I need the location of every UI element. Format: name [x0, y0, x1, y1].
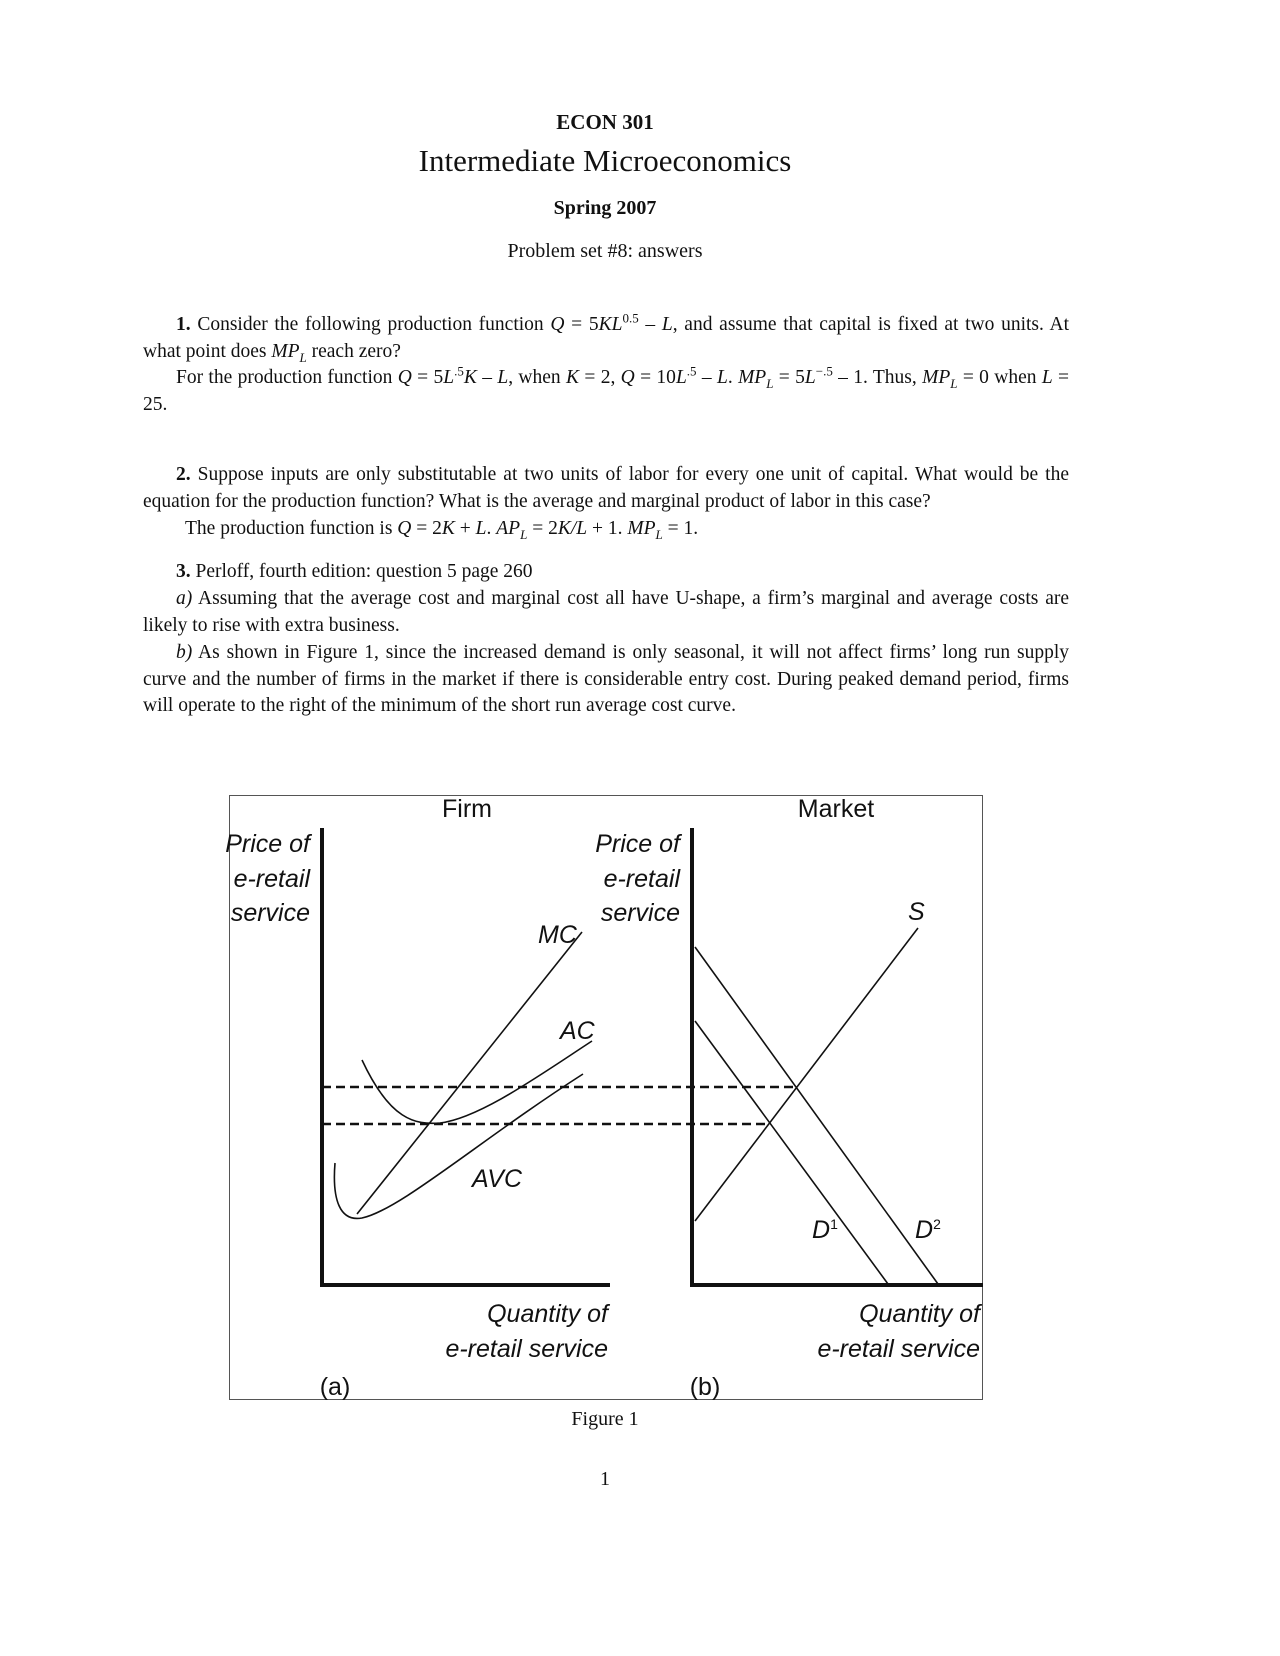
text-segment: .5: [686, 363, 697, 379]
text-segment: MP: [738, 367, 767, 388]
text-segment: K: [463, 367, 477, 388]
text-segment: = 25.: [143, 367, 1070, 415]
panel-a-title: Firm: [442, 795, 492, 823]
text-segment: KL: [598, 314, 623, 335]
panel-b-x-label-1: Quantity of: [859, 1300, 980, 1328]
d1-label: $D^1$: [812, 1216, 838, 1244]
text-segment: Q: [550, 314, 565, 335]
text-segment: Suppose inputs are only substitutable at two units of labor for every one unit of capital. What would be the equation for the production function? What is the average and marginal product of labor in this case?: [143, 464, 1069, 512]
text-segment: L: [950, 375, 958, 391]
text-segment: – 1. Thus,: [832, 367, 923, 388]
text-segment: 2.: [176, 464, 191, 485]
text-segment: As shown in Figure 1, since the increased demand is only seasonal, it will not affect firms’ long run supply curve and the number of firms in the market if there is considerable entry cost. During peaked demand period, firms will operate to the right of the minimum of the short run average cost curve.: [143, 642, 1069, 717]
text-segment: Q: [397, 518, 412, 539]
term: Spring 2007: [553, 197, 657, 219]
ac-curve: [362, 1041, 592, 1123]
text-segment: +: [454, 518, 476, 539]
text-segment: = 5: [411, 367, 444, 388]
text-segment: L: [475, 518, 487, 539]
mc-label: MC: [538, 921, 577, 949]
text-segment: L: [766, 375, 774, 391]
text-segment: −.5: [815, 363, 833, 379]
panel-b-y-label-1: Price of: [595, 830, 680, 858]
panel-a-x-label-2: e-retail service: [445, 1335, 608, 1363]
panel-b-title: Market: [797, 795, 875, 823]
supply-label: S: [908, 898, 925, 926]
text-segment: = 0 when: [957, 367, 1042, 388]
text-segment: .5: [454, 363, 464, 379]
text-segment: –: [638, 314, 662, 335]
text-segment: K: [566, 367, 580, 388]
text-segment: = 2: [411, 518, 442, 539]
figure-caption: Figure 1: [571, 1408, 639, 1430]
d2-label: $D^2$: [915, 1216, 941, 1244]
panel-a-y-label-1: Price of: [225, 830, 310, 858]
supply-curve: [695, 928, 918, 1221]
text-segment: + 1.: [587, 518, 628, 539]
panel-a-tag: (a): [319, 1373, 351, 1401]
text-segment: , and assume that capital is fixed at two units. At what point does: [143, 314, 1069, 362]
panel-b-tag: (b): [689, 1373, 721, 1401]
text-segment: –: [476, 367, 498, 388]
text-segment: AP: [496, 518, 521, 539]
mc-curve: [357, 932, 582, 1214]
text-segment: L: [443, 367, 455, 388]
text-segment: 0.5: [622, 310, 639, 326]
text-segment: a): [176, 588, 193, 609]
text-segment: L: [1041, 367, 1053, 388]
course-code: ECON 301: [556, 110, 654, 134]
text-segment: L: [661, 314, 673, 335]
text-segment: –: [696, 367, 717, 388]
text-segment: K/L: [557, 518, 588, 539]
panel-a-y-label-3: service: [230, 899, 310, 927]
text-segment: K: [441, 518, 455, 539]
text-segment: L: [299, 349, 307, 365]
course-title: Intermediate Microeconomics: [418, 143, 792, 178]
panel-b-x-label-2: e-retail service: [817, 1335, 980, 1363]
text-segment: .: [486, 518, 497, 539]
page-number: 1: [600, 1468, 610, 1490]
text-segment: L: [804, 367, 816, 388]
text-segment: MP: [627, 518, 656, 539]
text-segment: L: [497, 367, 509, 388]
text-segment: = 2: [527, 518, 558, 539]
panel-b-y-label-2: e-retail: [603, 865, 680, 893]
text-segment: 3.: [176, 561, 191, 582]
avc-label: AVC: [472, 1165, 523, 1193]
text-segment: Perloff, fourth edition: question 5 page 260: [190, 561, 533, 582]
ac-label: AC: [560, 1017, 595, 1045]
text-segment: = 5: [564, 314, 599, 335]
d1-curve: [695, 1021, 888, 1284]
text-segment: L: [520, 526, 528, 542]
text-segment: = 5: [773, 367, 805, 388]
text-segment: The production function is: [185, 518, 398, 539]
text-segment: = 2,: [579, 367, 621, 388]
text-segment: L: [655, 526, 663, 542]
panel-a-x-label-1: Quantity of: [487, 1300, 608, 1328]
text-segment: Q: [397, 367, 412, 388]
text-segment: = 1.: [662, 518, 699, 539]
text-segment: = 10: [634, 367, 676, 388]
text-segment: MP: [922, 367, 951, 388]
text-segment: , when: [508, 367, 566, 388]
text-segment: L: [716, 367, 728, 388]
text-segment: reach zero?: [306, 340, 401, 362]
text-segment: Q: [620, 367, 635, 388]
text-segment: 1.: [176, 314, 191, 335]
text-segment: L: [675, 367, 687, 388]
text-segment: MP: [271, 340, 300, 362]
text-segment: Consider the following production function: [190, 314, 551, 335]
panel-a-y-label-2: e-retail: [233, 865, 310, 893]
text-segment: For the production function: [176, 367, 398, 388]
text-segment: b): [176, 642, 193, 663]
panel-b-y-label-3: service: [600, 899, 680, 927]
text-segment: .: [727, 367, 739, 388]
text-segment: Assuming that the average cost and marginal cost all have U-shape, a firm’s marginal and average costs are likely to rise with extra business.: [143, 588, 1069, 636]
problem-set-title: Problem set #8: answers: [507, 240, 703, 262]
